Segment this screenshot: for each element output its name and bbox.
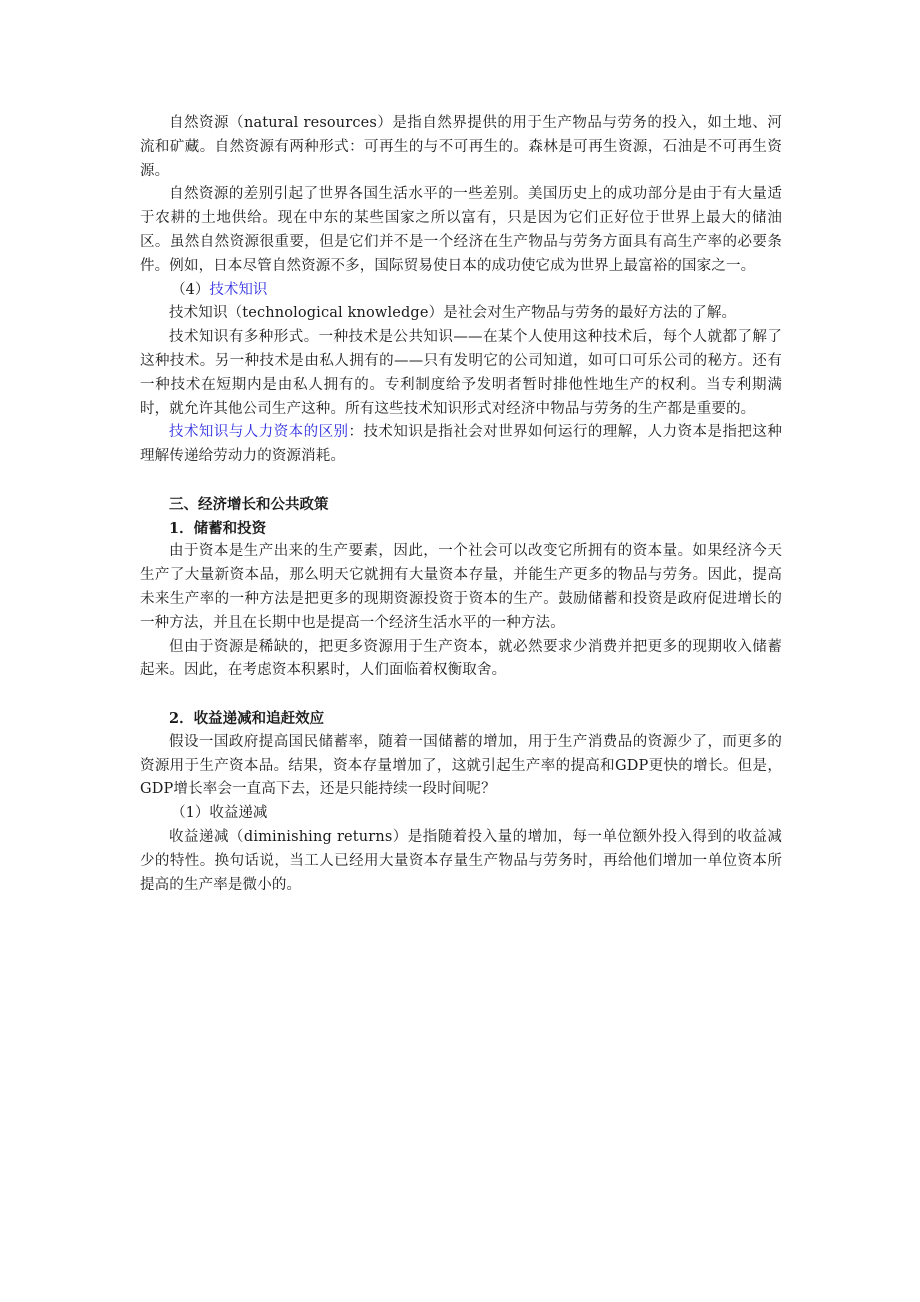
paragraph-saving-investment-2: 但由于资源是稀缺的，把更多资源用于生产资本，就必然要求少消费并把更多的现期收入储蓄起来。因此，在考虑资本积累时，人们面临着权衡取舍。 [140, 638, 782, 679]
knowledge-human-capital-text: ：技术知识是指社会对世界如何运行的理解，人力资本是指把这种理解传递给劳动力的资源消耗。 [140, 424, 782, 465]
knowledge-human-capital-link[interactable]: 技术知识与人力资本的区别 [169, 424, 349, 441]
heading-saving-investment: 1．储蓄和投资 [169, 519, 267, 537]
paragraph-knowledge-vs-human-capital [140, 421, 782, 469]
heading-diminishing-returns-catchup: 2．收益递减和追赶效应 [169, 709, 325, 727]
paragraph-saving-investment-1: 由于资本是生产出来的生产要素，因此，一个社会可以改变它所拥有的资本量。如果经济今天生产了大量新资本品，那么明天它就拥有大量资本存量，并能生产更多的物品与劳务。因此，提高未来生产率的一种方法是把更多的现期资源投资于资本的生产。鼓励储蓄和投资是政府促进增长的一种方法，并且在长期中也是提高一个经济生活水平的一种方法。 [140, 543, 782, 631]
section-heading-growth-policy: 三、经济增长和公共政策 [169, 495, 329, 513]
paragraph-diminishing-returns-definition: 收益递减（diminishing returns）是指随着投入量的增加，每一单位额外投入得到的收益减少的特性。换句话说，当工人已经用大量资本存量生产物品与劳务时，再给他们增加一单位资本所提高的生产率是微小的。 [140, 828, 782, 893]
subheading-technology-knowledge [140, 279, 782, 303]
spacer [140, 469, 782, 493]
paragraph-technology-knowledge-definition: 技术知识（technological knowledge）是社会对生产物品与劳务的最好方法的了解。 [169, 305, 737, 322]
document-page [140, 112, 782, 897]
technology-knowledge-link[interactable]: 技术知识 [209, 281, 268, 298]
subheading-diminishing-returns: （1）收益递减 [171, 805, 268, 822]
paragraph-natural-resources-differences: 自然资源的差别引起了世界各国生活水平的一些差别。美国历史上的成功部分是由于有大量适于农耕的土地供给。现在中东的某些国家之所以富有，只是因为它们正好位于世界上最大的储油区。虽然自然资源很重要，但是它们并不是一个经济在生产物品与劳务方面具有高生产率的必要条件。例如，日本尽管自然资源不多，国际贸易使日本的成功使它成为世界上最富裕的国家之一。 [140, 186, 782, 274]
paragraph-technology-knowledge-forms: 技术知识有多种形式。一种技术是公共知识——在某个人使用这种技术后，每个人就都了解了这种技术。另一种技术是由私人拥有的——只有发明它的公司知道，如可口可乐公司的秘方。还有一种技术在短期内是由私人拥有的。专利制度给予发明者暂时排他性地生产的权利。当专利期满时，就允许其他公司生产这种。所有这些技术知识形式对经济中物品与劳务的生产都是重要的。 [140, 329, 782, 417]
subheading-number: （4） [171, 281, 210, 298]
paragraph-savings-rate: 假设一国政府提高国民储蓄率，随着一国储蓄的增加，用于生产消费品的资源少了，而更多的资源用于生产资本品。结果，资本存量增加了，这就引起生产率的提高和GDP更快的增长。但是，GDP增长率会一直高下去，还是只能持续一段时间呢？ [140, 733, 782, 798]
spacer [140, 683, 782, 707]
paragraph-natural-resources-definition: 自然资源（natural resources）是指自然界提供的用于生产物品与劳务的投入，如土地、河流和矿藏。自然资源有两种形式：可再生的与不可再生的。森林是可再生资源，石油是不可再生资源。 [140, 115, 782, 179]
